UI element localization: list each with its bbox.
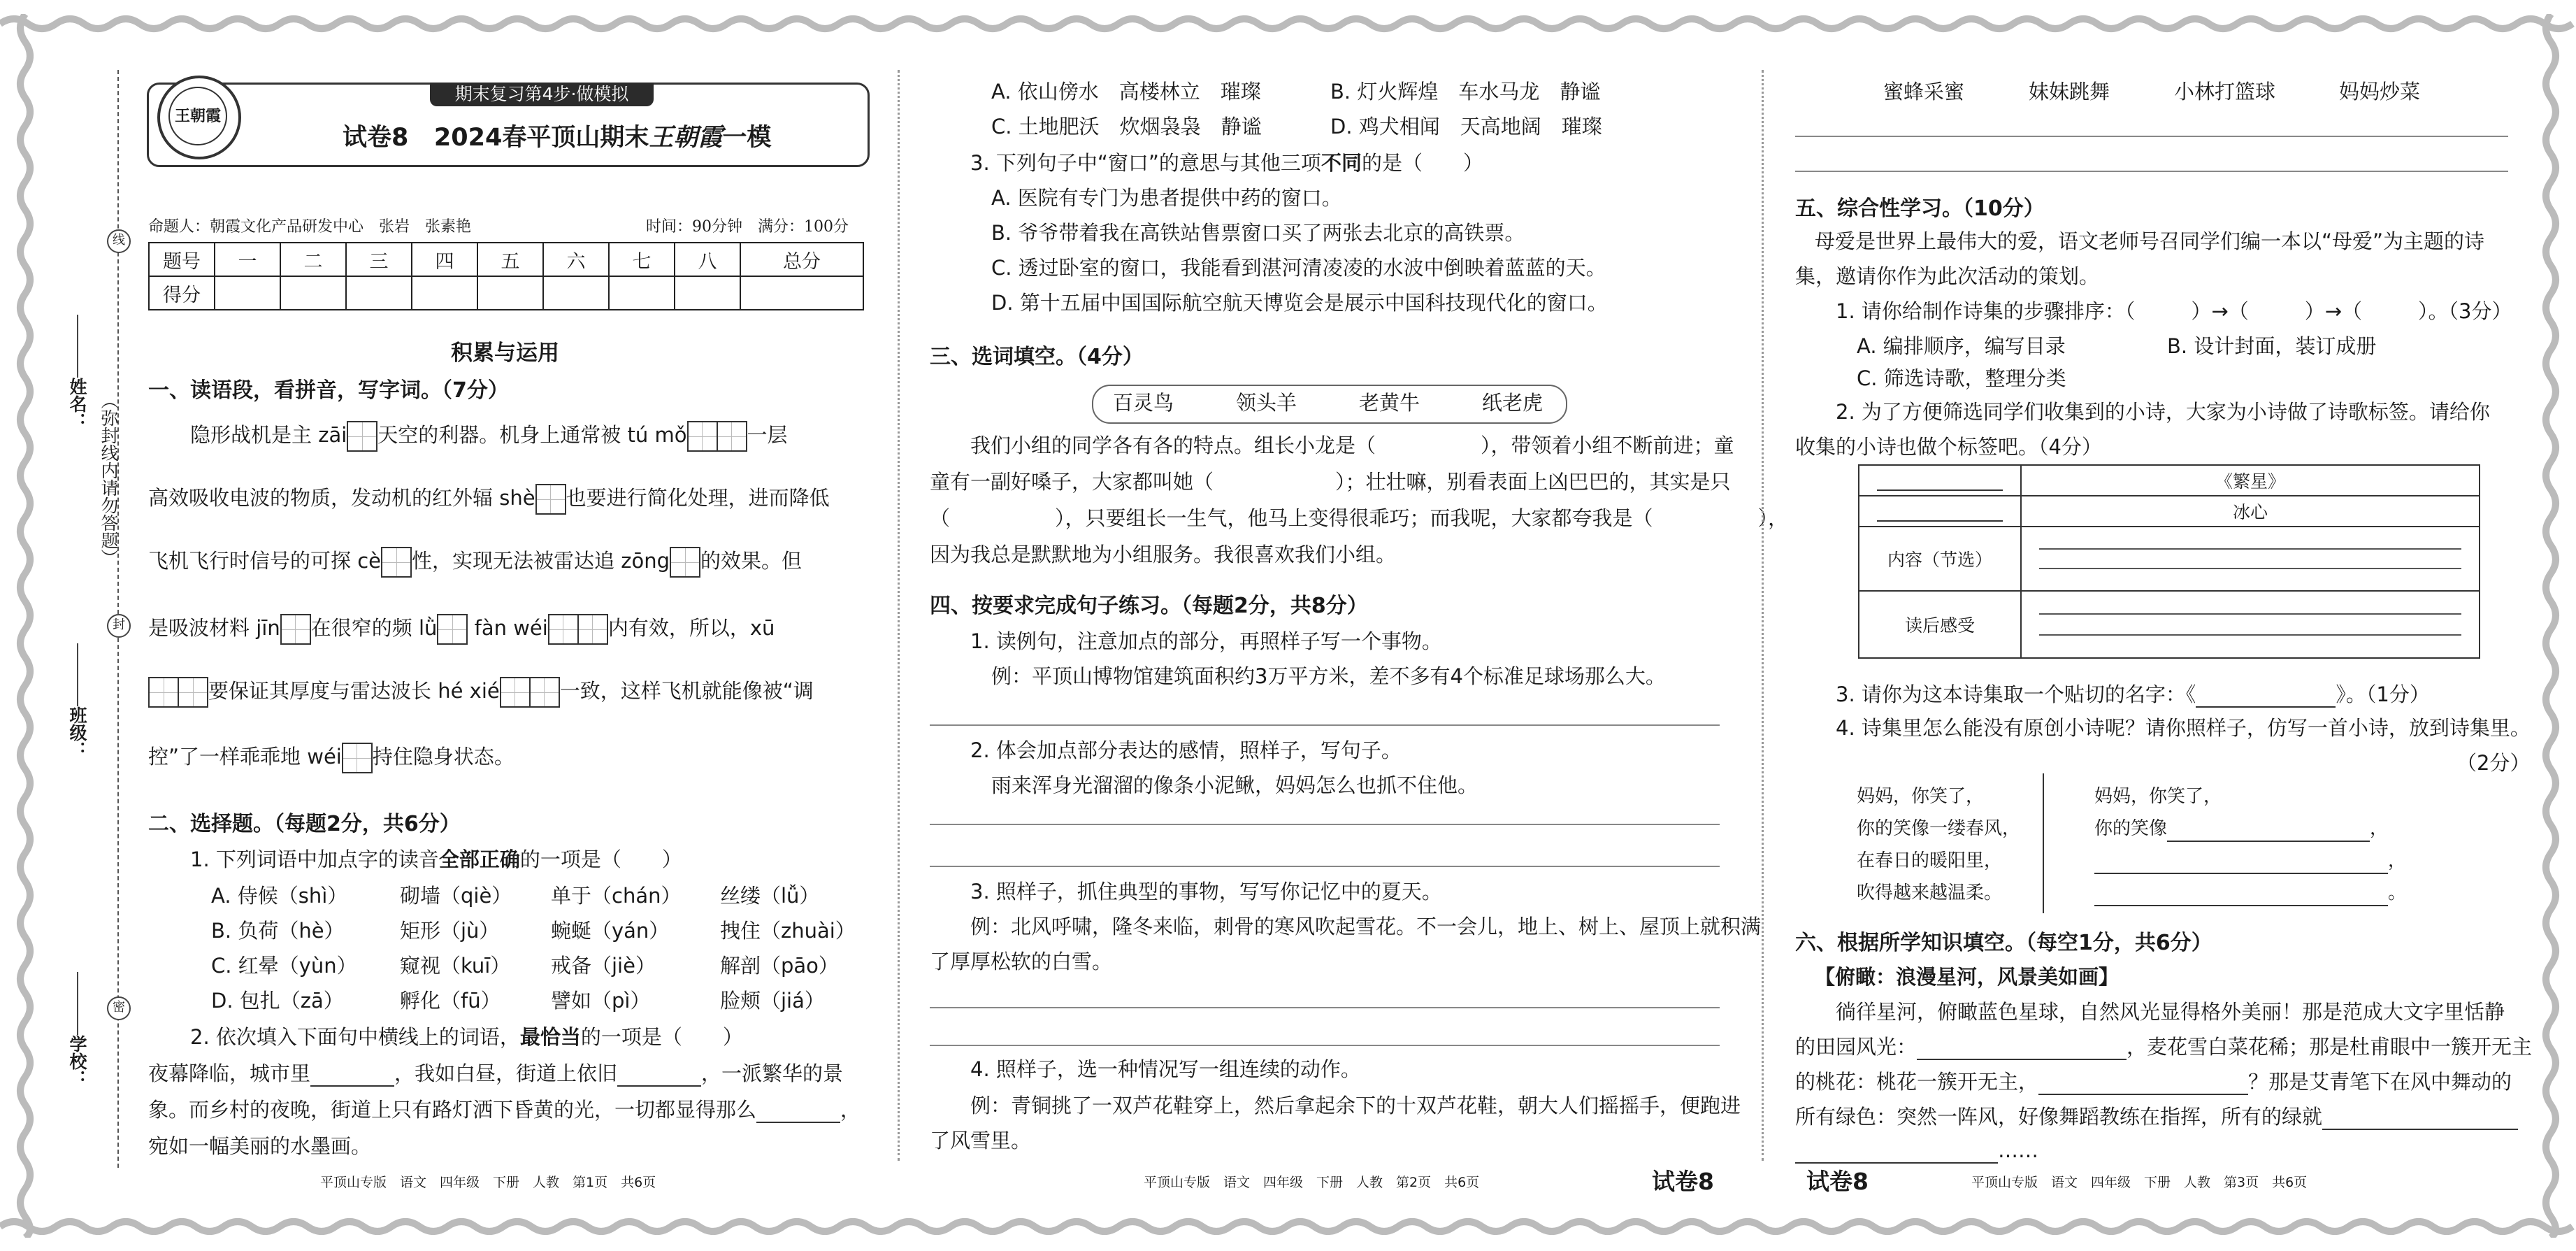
answer-blank[interactable] bbox=[617, 1085, 701, 1087]
q3-line-2: 童有一副好嗓子，大家都叫她（ ）；壮壮嘛，别看表面上凶巴巴的，其实是只 bbox=[930, 470, 1731, 494]
answer-line[interactable] bbox=[2039, 613, 2461, 615]
score-table bbox=[148, 242, 864, 310]
score-cell[interactable] bbox=[543, 276, 609, 310]
text: ， bbox=[2370, 818, 2389, 839]
answer-line[interactable] bbox=[930, 1007, 1720, 1008]
char-box[interactable] bbox=[500, 677, 531, 708]
part-title: 积累与运用 bbox=[451, 341, 559, 366]
q5-sub4-score: （2分） bbox=[2456, 751, 2531, 775]
text: 3. 请你为这本诗集取一个贴切的名字：《 bbox=[1836, 682, 2196, 706]
q3-line-4: 因为我总是默默地为小组服务。我很喜欢我们小组。 bbox=[930, 543, 1397, 566]
emphasis: 最恰当 bbox=[519, 1025, 581, 1049]
school-label: 学校： bbox=[67, 1035, 87, 1087]
q2-row-b: B. 负荷（hè） bbox=[211, 919, 345, 943]
text: ）→（ bbox=[2191, 299, 2249, 323]
score-cell[interactable] bbox=[412, 276, 477, 310]
poem-divider bbox=[2043, 773, 2044, 913]
q4-example-1: 例：平顶山博物馆建筑面积约3万平方米，差不多有4个标准足球场那么大。 bbox=[991, 664, 1666, 688]
q2-row-a: 砌墙（qiè） bbox=[400, 884, 512, 908]
answer-blank[interactable] bbox=[2196, 706, 2336, 708]
pinyin: shè bbox=[499, 486, 535, 510]
column-divider bbox=[898, 70, 900, 1161]
text: 在很窄的频 bbox=[310, 616, 412, 640]
answer-line[interactable] bbox=[930, 824, 1720, 825]
q3-line-1 bbox=[970, 432, 1734, 459]
q5-sub3 bbox=[1836, 681, 2430, 708]
poem-example-line: 在春日的暖阳里， bbox=[1857, 850, 2003, 871]
text: 天空的利器。机身上通常被 bbox=[377, 423, 621, 447]
q2-title: 二、选择题。（每题2分，共6分） bbox=[148, 812, 461, 836]
text: 》。（1分） bbox=[2336, 682, 2430, 706]
char-box[interactable] bbox=[437, 614, 468, 645]
q2-passage-2 bbox=[148, 1096, 861, 1123]
name-write-line[interactable] bbox=[77, 315, 78, 378]
answer-blank[interactable] bbox=[1877, 489, 2003, 491]
q2-sub3-option: A. 医院有专门为患者提供中药的窗口。 bbox=[991, 186, 1342, 210]
answer-blank[interactable] bbox=[1877, 520, 2003, 522]
q2-row-d: 脸颊（jiá） bbox=[720, 989, 825, 1013]
q1-line-6 bbox=[148, 743, 515, 773]
pinyin: zōng bbox=[621, 549, 670, 573]
q2-option-b: B. 灯火辉煌 车水马龙 静谧 bbox=[1330, 80, 1601, 103]
q6-title: 六、根据所学知识填空。（每空1分，共6分） bbox=[1795, 931, 2212, 955]
wavy-border-left bbox=[15, 14, 35, 1238]
q3-title: 三、选词填空。（4分） bbox=[930, 345, 1144, 369]
text: 1. 下列词语中加点字的读音 bbox=[190, 848, 439, 871]
q2-row-b: 蜿蜒（yán） bbox=[551, 919, 670, 943]
answer-line[interactable] bbox=[2039, 568, 2461, 569]
text: 飞机飞行时信号的可探 bbox=[148, 549, 352, 573]
answer-line[interactable] bbox=[930, 724, 1720, 726]
char-box[interactable] bbox=[178, 677, 208, 708]
char-box[interactable] bbox=[280, 614, 311, 645]
pinyin: zāi bbox=[318, 423, 347, 447]
text: 你的笑像 bbox=[2094, 818, 2168, 839]
word-bank-item: 老黄牛 bbox=[1359, 391, 1420, 415]
text: 3. 下列句子中“窗口”的意思与其他三项 bbox=[970, 151, 1321, 175]
title-main: 2024春平顶山期末 bbox=[433, 124, 649, 152]
tag-content-label: 内容（节选） bbox=[1859, 527, 2021, 591]
answer-blank[interactable] bbox=[2167, 841, 2370, 842]
q1-line-5 bbox=[148, 677, 814, 708]
char-box[interactable] bbox=[148, 677, 179, 708]
text: ？那是艾青笔下在风中舞动的 bbox=[2248, 1070, 2512, 1094]
q6-subtitle: 【俯瞰：浪漫星河，风景美如画】 bbox=[1815, 965, 2120, 989]
page-footer-2: 平顶山专版 语文 四年级 下册 人教 第2页 共6页 bbox=[1144, 1175, 1480, 1190]
q1-title: 一、读语段，看拼音，写字词。（7分） bbox=[148, 378, 509, 403]
score-header-cell: 一 bbox=[215, 243, 280, 276]
poem-imitation-line-2 bbox=[2094, 815, 2388, 842]
text: ，麦花雪白菜花稀；那是杜甫眼中一簇开无主 bbox=[2127, 1035, 2533, 1059]
q4-choice: 妈妈炒菜 bbox=[2339, 80, 2421, 103]
q4-example-2: 雨来浑身光溜溜的像条小泥鳅，妈妈怎么也抓不住他。 bbox=[991, 773, 1478, 797]
q5-option-a: A. 编排顺序，编写目录 bbox=[1857, 334, 2066, 358]
q5-title: 五、综合性学习。（10分） bbox=[1795, 196, 2045, 221]
q4-sub1: 1. 读例句，注意加点的部分，再照样子写一个事物。 bbox=[970, 629, 1442, 653]
answer-line[interactable] bbox=[1795, 136, 2508, 137]
score-header-cell: 四 bbox=[412, 243, 477, 276]
text: ），带领着小组不断前进；童 bbox=[1481, 434, 1734, 457]
text: ）。（3分） bbox=[2418, 299, 2512, 323]
char-box[interactable] bbox=[347, 421, 377, 452]
name-label: 姓名： bbox=[67, 378, 87, 430]
answer-blank[interactable] bbox=[2322, 1129, 2518, 1130]
text: 所有绿色：突然一阵风，好像舞蹈教练在指挥，所有的绿就 bbox=[1795, 1105, 2323, 1129]
text: 的一项是（ ） bbox=[580, 1025, 743, 1049]
text: ，我如白昼，街道上依旧 bbox=[394, 1061, 618, 1085]
q6-line-4 bbox=[1795, 1103, 2518, 1130]
q2-sub3-option: B. 爷爷带着我在高铁站售票窗口买了两张去北京的高铁票。 bbox=[991, 221, 1525, 245]
q2-sub3-option: C. 透过卧室的窗口，我能看到湛河清凌凌的水波中倒映着蓝蓝的天。 bbox=[991, 256, 1606, 280]
score-header-cell: 三 bbox=[346, 243, 412, 276]
tag-blank-cell[interactable] bbox=[1859, 465, 2021, 496]
q2-row-b: 拽住（zhuài） bbox=[720, 919, 856, 943]
q4-sub4: 4. 照样子，选一种情况写一组连续的动作。 bbox=[970, 1057, 1361, 1081]
score-cell[interactable] bbox=[609, 276, 675, 310]
paper-title bbox=[343, 124, 771, 151]
q2-option-a: A. 依山傍水 高楼林立 璀璨 bbox=[991, 80, 1261, 103]
text: 内有效，所以， bbox=[607, 616, 750, 640]
pinyin: tú mǒ bbox=[627, 423, 687, 447]
q4-choice: 蜜蜂采蜜 bbox=[1883, 80, 1965, 103]
score-cell[interactable] bbox=[346, 276, 412, 310]
score-header-cell: 七 bbox=[609, 243, 675, 276]
text: 要保证其厚度与雷达波长 bbox=[208, 679, 432, 703]
q2-sub2 bbox=[190, 1024, 743, 1050]
char-box[interactable] bbox=[717, 421, 747, 452]
text: 持住隐身状态。 bbox=[372, 745, 515, 769]
poem-imitation-line-4 bbox=[2094, 880, 2406, 906]
poem-example-line: 吹得越来越温柔。 bbox=[1857, 882, 2003, 903]
time-score-line: 时间：90分钟 满分：100分 bbox=[646, 218, 849, 236]
char-box[interactable] bbox=[548, 614, 579, 645]
char-box[interactable] bbox=[381, 547, 412, 578]
text: 的桃花：桃花一簇开无主， bbox=[1795, 1070, 2039, 1094]
answer-line[interactable] bbox=[1795, 171, 2508, 172]
wavy-border-bottom bbox=[0, 1217, 2576, 1236]
tag-content-cell[interactable] bbox=[2021, 527, 2480, 591]
page-footer-1: 平顶山专版 语文 四年级 下册 人教 第1页 共6页 bbox=[320, 1175, 656, 1190]
q3-line-3 bbox=[930, 505, 1788, 531]
author-line: 命题人：朝霞文化产品研发中心 张岩 张素艳 bbox=[148, 218, 472, 236]
answer-blank[interactable] bbox=[2038, 1094, 2248, 1095]
q2-row-a: 丝缕（lǚ） bbox=[720, 884, 820, 908]
text: 隐形战机是主 bbox=[190, 423, 312, 447]
text: 性，实现无法被雷达追 bbox=[412, 549, 615, 573]
pinyin: xū bbox=[749, 616, 775, 640]
score-cell[interactable] bbox=[740, 276, 863, 310]
binding-tag-secret: 密 bbox=[107, 996, 131, 1020]
paper-number: 试卷8 bbox=[1806, 1168, 1869, 1195]
q2-option-d: D. 鸡犬相闻 天高地阔 璀璨 bbox=[1330, 115, 1602, 138]
brand-logo-text: 王朝霞 bbox=[168, 87, 227, 145]
column-divider bbox=[1762, 70, 1764, 1161]
text: ），只要组长一生气，他马上变得很乖巧；而我呢，大家都夸我是（ bbox=[1055, 506, 1653, 530]
text: 控”了一样乖乖地 bbox=[148, 745, 301, 769]
score-header-cell: 题号 bbox=[149, 243, 215, 276]
paper-number: 试卷8 bbox=[1652, 1168, 1714, 1195]
poem-example-line: 妈妈，你笑了， bbox=[1857, 786, 1985, 807]
q2-sub1 bbox=[190, 846, 682, 873]
q6-line-1: 徜徉星河，俯瞰蓝色星球，自然风光显得格外美丽！那是范成大文字里恬静 bbox=[1836, 1000, 2505, 1024]
class-label: 班级： bbox=[67, 706, 87, 759]
q2-row-d: 譬如（pì） bbox=[551, 989, 651, 1013]
q4-example-3b: 了厚厚松软的白雪。 bbox=[930, 950, 1113, 973]
text: 夜幕降临，城市里 bbox=[148, 1061, 311, 1085]
char-box[interactable] bbox=[535, 484, 566, 515]
q2-row-c: 解剖（pāo） bbox=[720, 954, 839, 978]
score-cell[interactable] bbox=[675, 276, 740, 310]
text: ，一派繁华的景 bbox=[701, 1061, 844, 1085]
poem-tag-table bbox=[1858, 464, 2480, 659]
q4-title: 四、按要求完成句子练习。（每题2分，共8分） bbox=[930, 594, 1368, 618]
char-box[interactable] bbox=[529, 677, 560, 708]
score-header-cell: 五 bbox=[477, 243, 543, 276]
score-header-cell: 六 bbox=[543, 243, 609, 276]
q1-line-1 bbox=[190, 421, 788, 452]
score-row-label: 得分 bbox=[149, 276, 215, 310]
q4-choice: 妹妹跳舞 bbox=[2029, 80, 2110, 103]
q5-sub2b: 收集的小诗也做个标签吧。（4分） bbox=[1795, 435, 2102, 459]
q2-row-c: 戒备（jiè） bbox=[551, 954, 656, 978]
text: （ bbox=[930, 506, 951, 530]
q2-passage-1 bbox=[148, 1060, 843, 1087]
text: …… bbox=[1998, 1138, 2038, 1162]
q2-passage-3: 宛如一幅美丽的水墨画。 bbox=[148, 1134, 372, 1158]
title-brand: 王朝霞 bbox=[649, 123, 723, 152]
q2-row-a: 单于（chán） bbox=[551, 884, 682, 908]
q4-example-4b: 了风雪里。 bbox=[930, 1129, 1032, 1152]
text: 一层 bbox=[747, 423, 788, 447]
q2-sub3 bbox=[970, 150, 1483, 176]
q2-option-c: C. 土地肥沃 炊烟袅袅 静谧 bbox=[991, 115, 1262, 138]
text: 也要进行简化处理，进而降低 bbox=[566, 486, 830, 510]
q5-sub1 bbox=[1836, 298, 2512, 324]
score-cell[interactable] bbox=[477, 276, 543, 310]
tag-review-cell[interactable] bbox=[2021, 591, 2480, 658]
wavy-border-top bbox=[0, 14, 2576, 34]
q4-example-3a: 例：北风呼啸，隆冬来临，刺骨的寒风吹起雪花。不一会儿，地上、树上、屋顶上就积满 bbox=[970, 915, 1762, 938]
emphasis: 不同 bbox=[1321, 151, 1362, 175]
answer-blank[interactable] bbox=[756, 1122, 840, 1123]
text: 2. 依次填入下面句中横线上的词语， bbox=[190, 1025, 520, 1049]
school-write-line[interactable] bbox=[77, 972, 78, 1035]
score-cell[interactable] bbox=[215, 276, 280, 310]
poem-example-line: 你的笑像一缕春风， bbox=[1857, 818, 2021, 839]
q5-intro-1: 母爱是世界上最伟大的爱，语文老师号召同学们编一本以“母爱”为主题的诗 bbox=[1815, 229, 2485, 253]
pinyin: fàn wéi bbox=[474, 616, 548, 640]
binding-tag-seal: 封 bbox=[107, 614, 131, 638]
word-bank-item: 百灵鸟 bbox=[1113, 391, 1174, 415]
text: 的是（ ） bbox=[1361, 151, 1483, 175]
pinyin: cè bbox=[357, 549, 382, 573]
tag-review-label: 读后感受 bbox=[1859, 591, 2021, 658]
binding-note: （弥封线内请勿答题） bbox=[99, 392, 119, 566]
answer-line[interactable] bbox=[930, 866, 1720, 867]
q2-row-b: 矩形（jù） bbox=[400, 919, 500, 943]
word-bank-item: 纸老虎 bbox=[1482, 391, 1544, 415]
text: 。 bbox=[2388, 882, 2407, 903]
text: ， bbox=[840, 1098, 861, 1122]
q5-sub4: 4. 诗集里怎么能没有原创小诗呢？请你照样子，仿写一首小诗，放到诗集里。 bbox=[1836, 716, 2531, 740]
q5-option-c: C. 筛选诗歌，整理分类 bbox=[1857, 366, 2066, 390]
pinyin: lǜ bbox=[418, 616, 438, 640]
score-header-cell: 二 bbox=[280, 243, 346, 276]
char-box[interactable] bbox=[670, 547, 700, 578]
text: 的田园风光： bbox=[1795, 1035, 1917, 1059]
answer-blank[interactable] bbox=[1917, 1059, 2127, 1060]
pinyin: wéi bbox=[307, 745, 342, 769]
text: ）， bbox=[1757, 506, 1789, 530]
poem-imitation-line-3 bbox=[2094, 848, 2406, 874]
q5-option-b: B. 设计封面，装订成册 bbox=[2167, 334, 2377, 358]
pinyin: jīn bbox=[256, 616, 280, 640]
q1-line-3 bbox=[148, 547, 802, 578]
class-write-line[interactable] bbox=[77, 643, 78, 706]
q2-row-d: 孵化（fū） bbox=[400, 989, 501, 1013]
text: 高效吸收电波的物质，发动机的红外辐 bbox=[148, 486, 494, 510]
q4-sub3: 3. 照样子，抓住典型的事物，写写你记忆中的夏天。 bbox=[970, 880, 1442, 903]
text: ， bbox=[2388, 850, 2407, 871]
q1-line-2 bbox=[148, 484, 830, 515]
answer-line[interactable] bbox=[2039, 548, 2461, 550]
q4-choice: 小林打篮球 bbox=[2174, 80, 2276, 103]
q6-line-2 bbox=[1795, 1034, 2532, 1060]
q2-sub3-option: D. 第十五届中国国际航空航天博览会是展示中国科技现代化的窗口。 bbox=[991, 291, 1608, 315]
page-footer-3: 平顶山专版 语文 四年级 下册 人教 第3页 共6页 bbox=[1971, 1175, 2308, 1190]
text: ）→（ bbox=[2304, 299, 2363, 323]
answer-blank[interactable] bbox=[2094, 873, 2388, 874]
text: 是吸波材料 bbox=[148, 616, 250, 640]
title-suffix: 一模 bbox=[722, 124, 772, 152]
emphasis: 全部正确 bbox=[438, 848, 520, 871]
text: 象。而乡村的夜晚，街道上只有路灯洒下昏黄的光，一切都显得那么 bbox=[148, 1098, 757, 1122]
q6-line-3 bbox=[1795, 1068, 2512, 1095]
q2-row-d: D. 包扎（zā） bbox=[211, 989, 344, 1013]
q5-sub2a: 2. 为了方便筛选同学们收集到的小诗，大家为小诗做了诗歌标签。请给你 bbox=[1836, 400, 2490, 424]
answer-blank[interactable] bbox=[310, 1085, 394, 1087]
tag-author-cell: 冰心 bbox=[2021, 496, 2480, 527]
char-box[interactable] bbox=[577, 614, 608, 645]
brand-logo bbox=[157, 76, 241, 159]
binding-tag-line: 线 bbox=[107, 229, 131, 253]
answer-line[interactable] bbox=[930, 1045, 1720, 1046]
tag-title-cell: 《繁星》 bbox=[2021, 465, 2480, 496]
text: 的一项是（ ） bbox=[519, 848, 682, 871]
review-ribbon: 期末复习第4步·做模拟 bbox=[430, 83, 654, 106]
score-header-cell: 总分 bbox=[740, 243, 863, 276]
title-prefix: 试卷8 bbox=[343, 124, 409, 152]
q2-row-a: A. 侍候（shì） bbox=[211, 884, 348, 908]
q2-row-c: 窥视（kuī） bbox=[400, 954, 511, 978]
pinyin: hé xié bbox=[438, 679, 500, 703]
char-box[interactable] bbox=[342, 743, 373, 773]
score-cell[interactable] bbox=[280, 276, 346, 310]
q2-row-c: C. 红晕（yùn） bbox=[211, 954, 357, 978]
tag-blank-cell[interactable] bbox=[1859, 496, 2021, 527]
poem-imitation-line-1: 妈妈，你笑了， bbox=[2094, 786, 2222, 807]
answer-blank[interactable] bbox=[2094, 905, 2388, 906]
q4-example-4a: 例：青铜挑了一双芦花鞋穿上，然后拿起余下的十双芦花鞋，朝大人们摇摇手，便跑进 bbox=[970, 1094, 1741, 1117]
answer-line[interactable] bbox=[2039, 634, 2461, 636]
q4-sub2: 2. 体会加点部分表达的感情，照样子，写句子。 bbox=[970, 738, 1402, 762]
wavy-border-right bbox=[2541, 14, 2561, 1238]
text: 的效果。但 bbox=[700, 549, 803, 573]
char-box[interactable] bbox=[687, 421, 718, 452]
word-bank-item: 领头羊 bbox=[1236, 391, 1297, 415]
q1-line-4 bbox=[148, 614, 775, 645]
score-header-cell: 八 bbox=[675, 243, 740, 276]
q5-intro-2: 集，邀请你作为此次活动的策划。 bbox=[1795, 264, 2100, 288]
text: 一致，这样飞机就能像被“调 bbox=[559, 679, 814, 703]
q6-line-5 bbox=[1795, 1137, 2038, 1164]
text: 我们小组的同学各有各的特点。组长小龙是（ bbox=[970, 434, 1376, 457]
text: 1. 请你给制作诗集的步骤排序：（ bbox=[1836, 299, 2136, 323]
